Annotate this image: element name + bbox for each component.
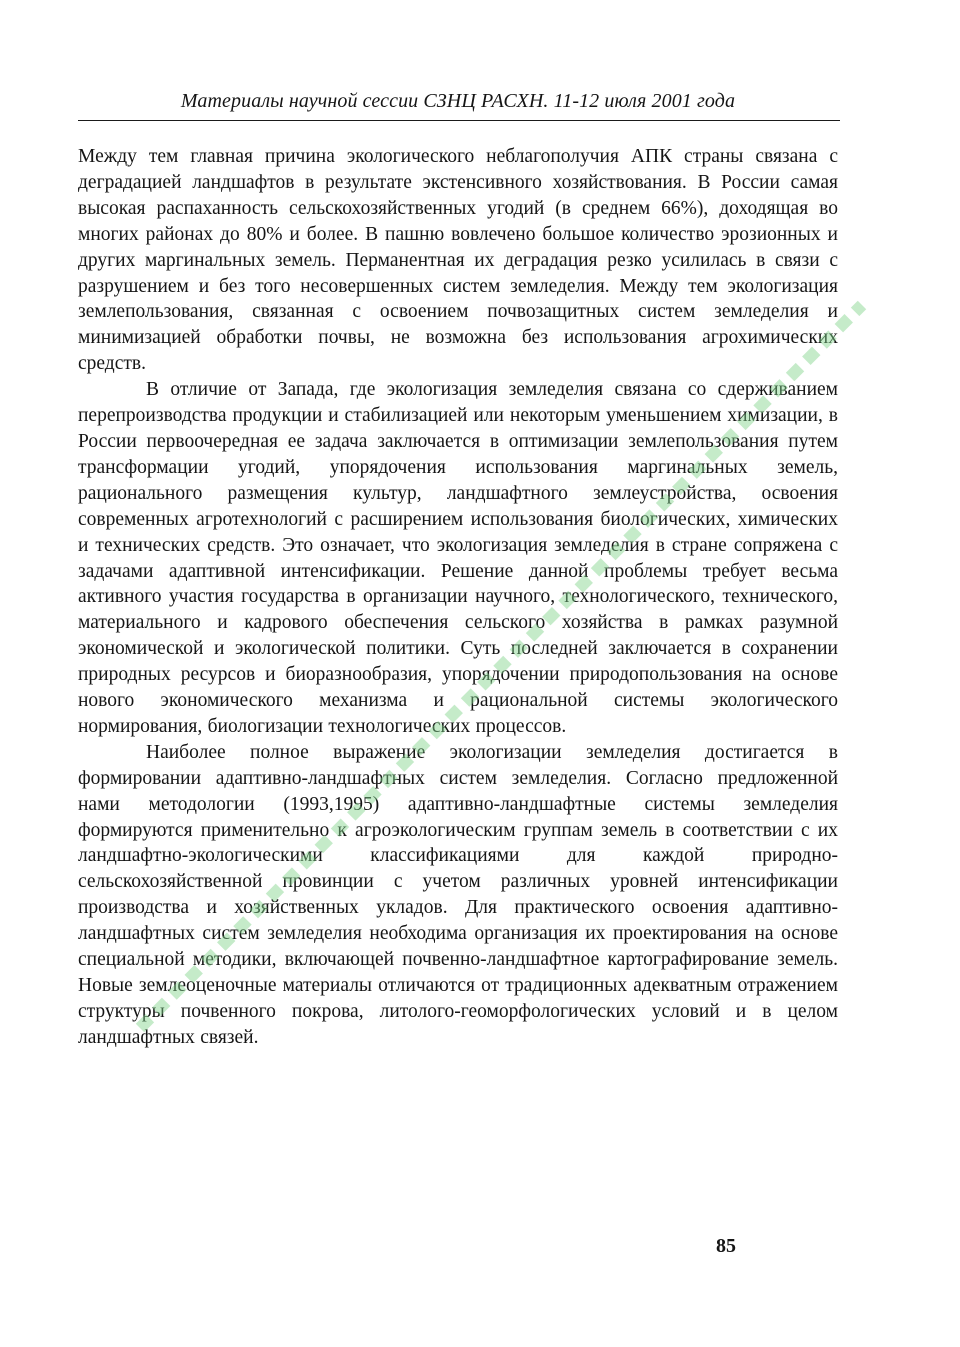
paragraph-2: В отличие от Запада, где экологизация земледелия связана со сдерживанием перепроизводства продукции и стабилизацией или некоторым уменьшением химизации, в России первоочередная ее задача заключается в оптимизации землепользования путем трансформации угодий, упорядочения использования маргинальных земель, рационального размещения культур, ландшафтного землеустройства, освоения современных агротехнологий с расширением использования биологических, химических и технических средств. Это означает, что экологизация земледелия в стране сопряжена с задачами адаптивной интенсификации. Решение данной проблемы требует весьма активного участия государства в организации научного, технологического, технического, материального и кадрового обеспечения сельского хозяйства в рамках разумной экономической и экологической политики. Суть последней заключается в сохранении природных ресурсов и биоразнообразия, упорядочении природопользования на основе нового экономического механизма и рациональной системы экологического нормирования, биологизации технологических процессов. [78,379,838,737]
body-text [78,144,838,1051]
page-number: 85 [716,1235,736,1257]
paragraph-1: Между тем главная причина экологического неблагополучия АПК страны связана с деградацией ландшафтов в результате экстенсивного хозяйствования. В России самая высокая распаханность сельскохозяйственных угодий (в среднем 66%), доходящая во многих районах до 80% и более. В пашню вовлечено большое количество эрозионных и других маргинальных земель. Перманентная их деградация резко усилилась в связи с разрушением и без того несовершенных систем земледелия. Между тем экологизация землепользования, связанная с освоением почвозащитных систем земледелия и минимизацией обработки почвы, не возможна без использования агрохимических средств. [78,146,838,375]
running-header: Материалы научной сессии СЗНЦ РАСХН. 11-12 июля 2001 года [180,90,736,112]
paragraph-3: Наиболее полное выражение экологизации земледелия достигается в формировании адаптивно-ландшафтных систем земледелия. Согласно предложенной нами методологии (1993,1995) адаптивно-ландшафтные системы земледелия формируются применительно к агроэкологическим группам земель в соответствии с их ландшафтно-экологическими классификациями для каждой природно-сельскохозяйственной провинции с учетом различных уровней интенсификации производства и хозяйственных укладов. Для практического освоения адаптивно-ландшафтных систем земледелия необходима организация их проектирования на основе специальной методики, включающей почвенно-ландшафтное картографирование земель. Новые землеоценочные материалы отличаются от традиционных адекватным отражением структуры почвенного покрова, литолого-геоморфологических условий и в целом ландшафтных связей. [78,741,838,1048]
header-rule [78,120,840,121]
